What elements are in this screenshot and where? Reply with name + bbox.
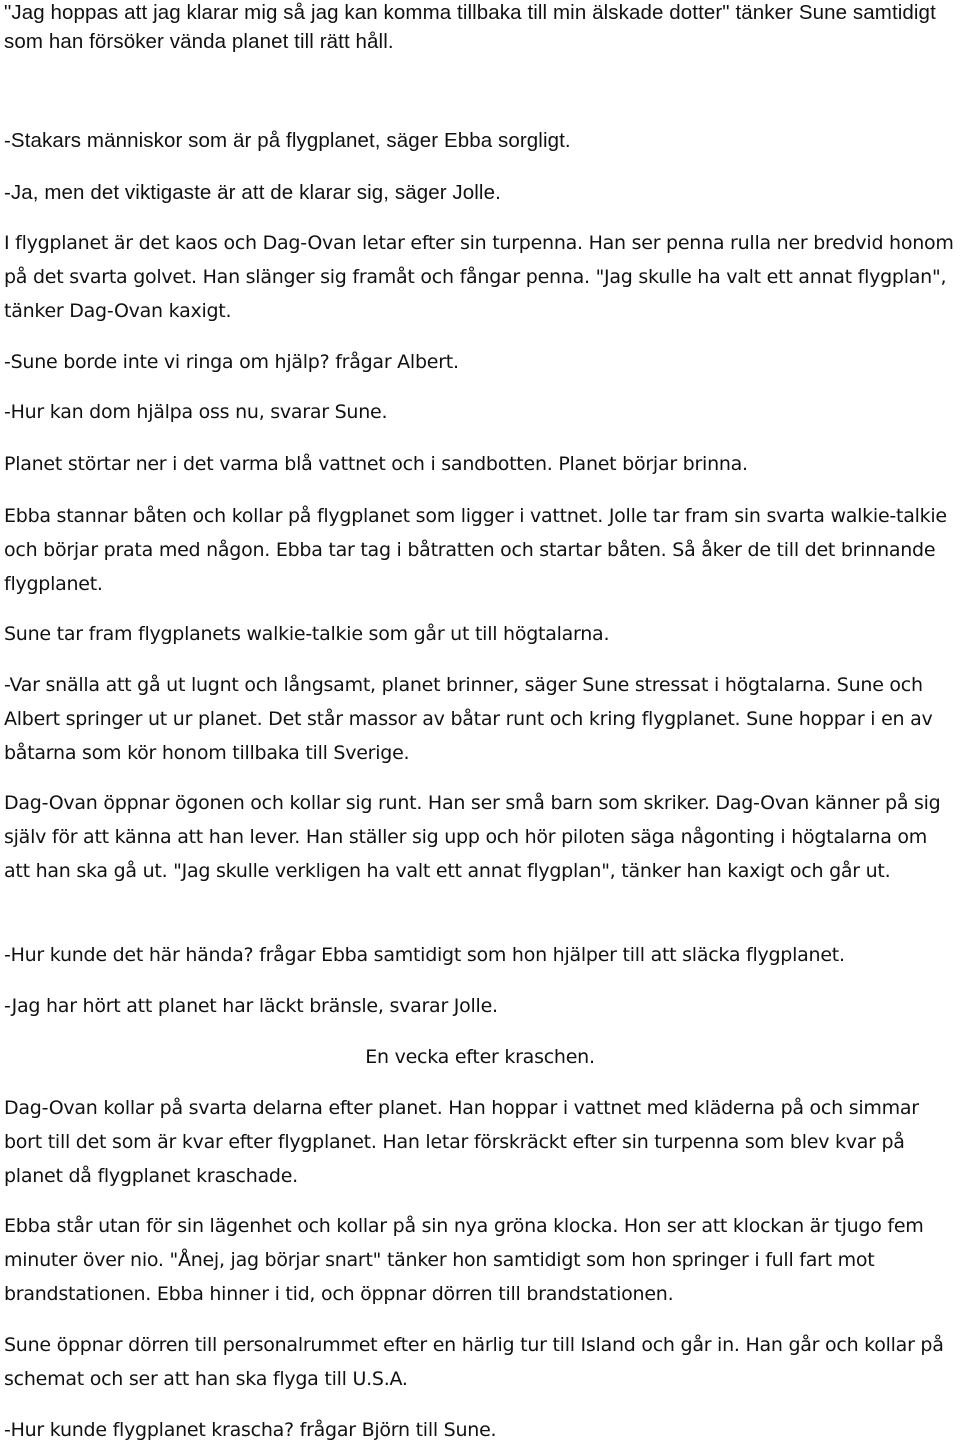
paragraph-dialogue-ebba: -Stakars människor som är på flygplanet, säger Ebba sorgligt.: [4, 129, 571, 152]
paragraph-ebba-clock: Ebba står utan för sin lägenhet och kollar på sin nya gröna klocka. Hon ser att klockan är tjugo fem minuter över nio. "Ånej, jag börjar snart" tänker hon samtidigt som hon springer i full fart mot brandstationen. Ebba hinner i tid, och öppnar dörren till brandstationen.: [4, 1215, 924, 1305]
paragraph-dag-ovan-wakes: Dag-Ovan öppnar ögonen och kollar sig runt. Han ser små barn som skriker. Dag-Ovan känner på sig själv för att känna att han lever. Han ställer sig upp och hör piloten säga någonting i högtalarna om att han ska gå ut. "Jag skulle verkligen ha valt ett annat flygplan", tänker han kaxigt och går ut.: [4, 792, 941, 882]
paragraph-dialogue-jolle-2: -Jag har hört att planet har läckt bränsle, svarar Jolle.: [4, 995, 498, 1017]
paragraph-dialogue-ebba-2: -Hur kunde det här hända? frågar Ebba samtidigt som hon hjälper till att släcka flygplanet.: [4, 944, 845, 966]
paragraph-boat: Ebba stannar båten och kollar på flygplanet som ligger i vattnet. Jolle tar fram sin svarta walkie-talkie och börjar prata med någon. Ebba tar tag i båtratten och startar båten. Så åker de till det brinnande flygplanet.: [4, 505, 947, 595]
paragraph-chaos: I flygplanet är det kaos och Dag-Ovan letar efter sin turpenna. Han ser penna rulla ner bredvid honom på det svarta golvet. Han slänger sig framåt och fångar penna. "Jag skulle ha valt ett annat flygplan", tänker Dag-Ovan kaxigt.: [4, 232, 954, 322]
paragraph-walkie-talkie: Sune tar fram flygplanets walkie-talkie som går ut till högtalarna.: [4, 623, 610, 645]
paragraph-dialogue-bjorn: -Hur kunde flygplanet krascha? frågar Björn till Sune.: [4, 1419, 497, 1441]
paragraph-crash: Planet störtar ner i det varma blå vattnet och i sandbotten. Planet börjar brinna.: [4, 453, 748, 475]
paragraph-sune-schedule: Sune öppnar dörren till personalrummet efter en härlig tur till Island och går in. Han går och kollar på schemat och ser att han ska flyga till U.S.A.: [4, 1334, 944, 1390]
paragraph-dialogue-sune: -Hur kan dom hjälpa oss nu, svarar Sune.: [4, 401, 388, 423]
paragraph-evacuation: -Var snälla att gå ut lugnt och långsamt, planet brinner, säger Sune stressat i högtalarna. Sune och Albert springer ut ur planet. Det står massor av båtar runt och kring flygplanet. Sune hoppar i en av båtarna som kör honom tillbaka till Sverige.: [4, 674, 933, 764]
paragraph-dialogue-albert: -Sune borde inte vi ringa om hjälp? frågar Albert.: [4, 351, 459, 373]
paragraph-dialogue-jolle: -Ja, men det viktigaste är att de klarar sig, säger Jolle.: [4, 181, 501, 204]
paragraph-intro: "Jag hoppas att jag klarar mig så jag kan komma tillbaka till min älskade dotter" tänker Sune samtidigt som han försöker vända planet till rätt håll.: [4, 1, 936, 53]
paragraph-search: Dag-Ovan kollar på svarta delarna efter planet. Han hoppar i vattnet med kläderna på och simmar bort till det som är kvar efter flygplanet. Han letar förskräckt efter sin turpenna som blev kvar på planet då flygplanet kraschade.: [4, 1097, 919, 1187]
section-heading: En vecka efter kraschen.: [365, 1046, 595, 1068]
